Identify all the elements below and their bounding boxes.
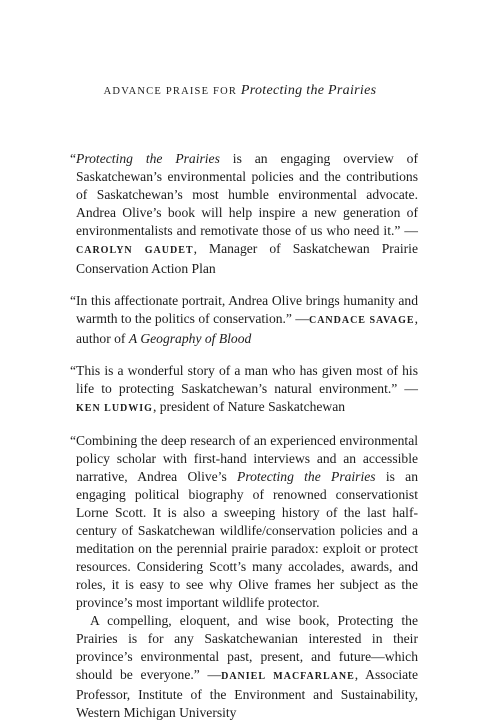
praise-quote-2 — [70, 292, 418, 348]
italic-title-text: A Geography of Blood — [128, 331, 252, 346]
quote-text: “In this affectionate portrait, Andrea Olive brings humanity and warmth to the politics of conservation.” — — [70, 293, 418, 326]
quote-text: “Combining the deep research of an experienced environmental policy scholar with first-hand interviews and an accessible narrative, Andrea Olive’s — [70, 433, 418, 484]
heading-prefix: ADVANCE PRAISE FOR — [103, 86, 238, 97]
italic-title-text: Protecting the Prairies — [76, 613, 418, 646]
attribution-name: CAROLYN GAUDET — [76, 245, 194, 256]
praise-quote-4-continuation — [76, 612, 418, 722]
quote-text: , Manager of Saskatchewan Prairie Conservation Action Plan — [76, 241, 418, 276]
praise-quote-4 — [70, 432, 418, 612]
page-heading — [0, 83, 480, 99]
praise-quote-1 — [70, 150, 418, 278]
quote-text: is an engaging political biography of renowned conservationist Lorne Scott. It is also a sweeping history of the last half-century of Saskatchewan wildlife/conservation policies and a meditation on the perennial prairie paradox: exploit or protect resources. Considering Scott’s many accolades, awards, and roles, it is easy to see why Olive frames her subject as the province’s most important wildlife protector. — [76, 469, 418, 610]
attribution-name: DANIEL MACFARLANE — [221, 671, 355, 682]
quote-text: , president of Nature Saskatchewan — [152, 399, 346, 414]
quote-text: A compelling, eloquent, and wise book, — [90, 613, 338, 628]
praise-quote-3 — [70, 362, 418, 418]
quote-text: is an engaging overview of Saskatchewan’s environmental policies and the contributions of Saskatchewan’s most humble environmental advocate. Andrea Olive’s book will help inspire a new generation of environmentalists and remotivate those of us who need it.” — — [76, 151, 418, 238]
quote-text: “This is a wonderful story of a man who has given most of his life to protecting Saskatchewan’s natural environment.” — — [70, 363, 418, 396]
italic-title-text: Protecting the Prairies — [237, 469, 376, 484]
quote-text: “ — [70, 151, 77, 166]
quote-text: , Associate Professor, Institute of the Environment and Sustainability, Western Michigan University — [76, 667, 418, 720]
praise-list — [70, 150, 418, 722]
quote-text: , author of — [76, 311, 418, 346]
attribution-name: CANDACE SAVAGE — [308, 315, 415, 326]
quote-text: is for any Saskatchewanian interested in their province’s environmental past, present, and future—which should be everyone.” — — [76, 631, 418, 682]
heading-title: Protecting the Prairies — [240, 83, 377, 98]
italic-title-text: Protecting the Prairies — [76, 151, 220, 166]
attribution-name: KEN LUDWIG — [76, 403, 153, 414]
